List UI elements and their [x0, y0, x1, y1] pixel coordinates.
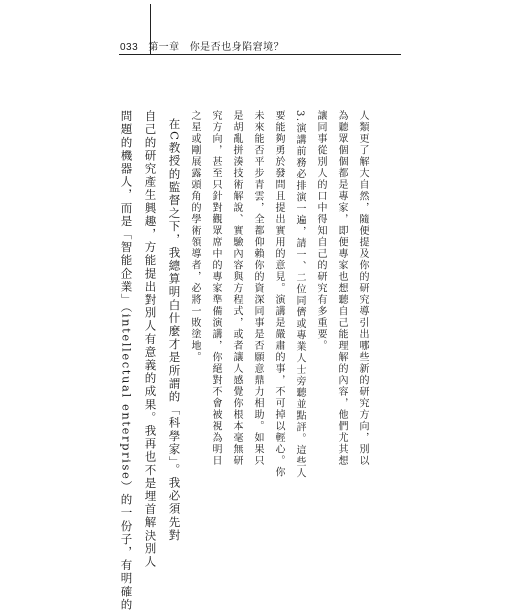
text-column-4: 3.演講前務必排演一遍，請一、二位同儕或專業人士旁聽並點評。這些人: [294, 110, 305, 480]
running-header: [120, 38, 284, 53]
text-column-3: 讓同事從別人的口中得知自己的研究有多重要。: [315, 110, 326, 352]
text-column-12: 問題的機器人，而是「智能企業」（intellectual enterprise）的一份子，有明確的: [119, 110, 134, 611]
text-column-8: 究方向，甚至只針對觀眾席中的專家準備演講，你絕對不會被視為明日: [210, 110, 221, 467]
text-column-10: 在C教授的監督之下，我總算明白什麼才是所謂的「科學家」。我必須先對: [167, 118, 182, 542]
text-column-2: 為聽眾個個都是專家，即便專家也想聽自己能理解的內容，他們尤其想: [336, 110, 347, 467]
header-horizontal-rule: [119, 54, 401, 55]
text-column-11: 自己的研究產生興趣，方能提出對別人有意義的成果。我再也不是埋首解決別人: [143, 110, 158, 569]
text-column-5: 要能夠勇於發問且提出實用的意見。演講是嚴肅的事，不可掉以輕心。你: [273, 110, 284, 478]
page-number: 033: [120, 42, 139, 53]
text-column-6: 未來能否平步青雲，全都仰賴你的資深同事是否願意鼎力相助。如果只: [252, 110, 263, 467]
text-column-1: 人類更了解大自然，隨便提及你的研究導引出哪些新的研究方向，別以: [357, 110, 368, 467]
text-column-9: 之星或剛展露頭角的學術領導者，必將一敗塗地。: [189, 110, 200, 363]
chapter-label: 第一章: [148, 42, 180, 53]
text-column-7: 是胡亂拼湊技術解說、實驗內容與方程式，或者讓人感覺你根本毫無研: [231, 110, 242, 467]
chapter-title: 你是否也身陷窘境？: [189, 42, 285, 53]
